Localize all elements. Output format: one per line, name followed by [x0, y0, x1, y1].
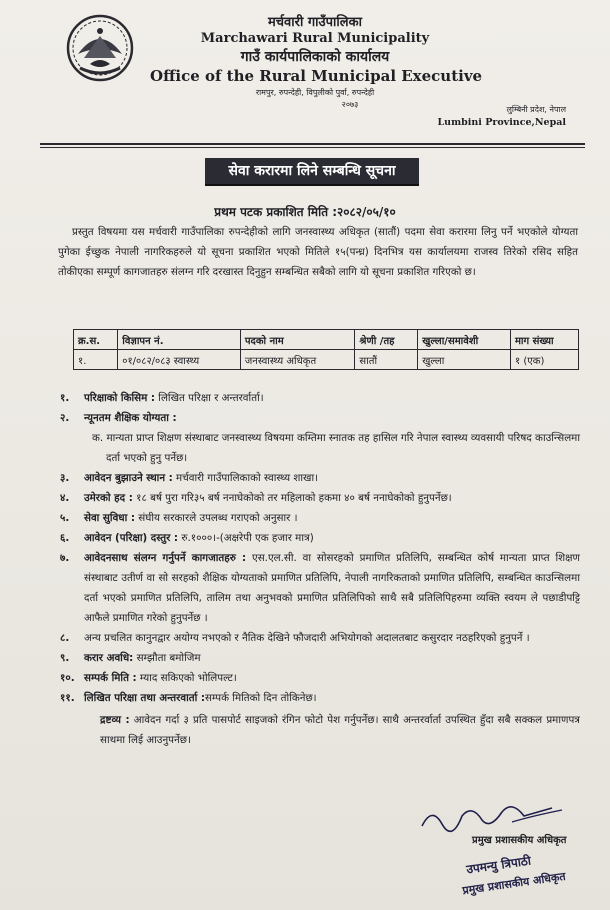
list-item — [60, 488, 580, 508]
qualification-detail: क. मान्यता प्राप्त शिक्षण संस्थाबाट जनस्वास्थ्य विषयमा कम्तिमा स्नातक तह हासिल गरि नेपाल स्वास्थ्य व्यवसायी परिषद काउन्सिलमा दर्ता भएको हुनु पर्नेछ। — [92, 432, 580, 464]
table-header-row — [74, 330, 579, 350]
cell-serial: १. — [74, 350, 118, 370]
item-label: आवेदनसाथ संलग्न गर्नुपर्ने कागजातहरु : — [84, 552, 247, 564]
item-number: ६. — [60, 532, 70, 544]
header-divider — [40, 143, 585, 145]
list-item — [60, 508, 580, 528]
established-year: २०७३ — [341, 100, 359, 109]
item-number: १. — [60, 392, 70, 404]
publication-date: प्रथम पटक प्रकाशित मिति :२०८२/०५/१० — [214, 205, 396, 219]
vacancy-table — [73, 329, 579, 370]
item-number: ११. — [60, 692, 75, 704]
item-number: ९. — [60, 652, 70, 664]
item-label: परिक्षाको किसिम : — [84, 392, 155, 404]
item-text: सम्झौता बमोजिम — [133, 652, 201, 664]
item-number: २. — [60, 412, 70, 424]
list-item — [60, 688, 580, 708]
item-number: १०. — [60, 672, 75, 684]
municipality-name-np: मर्चवारी गाउँपालिका — [268, 15, 362, 30]
letterhead — [150, 12, 483, 110]
col-level: श्रेणी /तह — [355, 330, 418, 350]
item-number: ८. — [60, 632, 70, 644]
province-block — [437, 104, 566, 128]
item-label: करार अवधि: — [84, 652, 134, 664]
table-row — [74, 350, 579, 370]
item-text: सम्पर्क मितिको दिन तोकिनेछ। — [205, 692, 317, 704]
cell-demand: १ (एक) — [510, 350, 578, 370]
note-text: आवेदन गर्दा ३ प्रति पासपोर्ट साइजको रंगिन फोटो पेश गर्नुपर्नेछ। साथै अन्तरर्वार्ता उपस्थित हुँदा सबै सक्कल प्रमाणपत्र साथमा लिई आउनुपर्नेछ। — [100, 714, 580, 746]
item-label: उमेरको हद : — [84, 492, 133, 504]
province-np: लुम्बिनी प्रदेश, नेपाल — [506, 105, 566, 114]
province-en: Lumbini Province,Nepal — [437, 117, 566, 128]
item-text: म्याद सकिएको भोलिपल्ट। — [136, 672, 237, 684]
item-label: न्यूनतम शैक्षिक योग्यता : — [84, 412, 177, 424]
list-item — [60, 648, 580, 668]
col-demand: माग संख्या — [510, 330, 578, 350]
note-paragraph — [60, 710, 580, 750]
item-text: १८ बर्ष पुरा गरि३५ बर्ष ननाघेकोको तर महिलाको हकमा ४० बर्ष ननाघेकोको हुनुपर्नेछ। — [132, 492, 452, 504]
list-item — [60, 408, 580, 468]
municipality-name-en: Marchawari Rural Municipality — [200, 31, 430, 46]
office-name-np: गाउँ कार्यपालिकाको कार्यालय — [240, 49, 390, 65]
item-number: ७. — [60, 552, 70, 564]
item-label: लिखित परिक्षा तथा अन्तरवार्ता : — [84, 692, 206, 704]
note-label: द्रष्टव्य : — [100, 714, 130, 726]
item-number: ५. — [60, 512, 70, 524]
notice-title: सेवा करारमा लिने सम्बन्धि सूचना — [205, 158, 419, 186]
cell-ad-no: ०१/०८२/०८३ स्वास्थ्य — [118, 350, 241, 370]
item-label: सेवा सुविधा : — [84, 512, 135, 524]
office-name-en: Office of the Rural Municipal Executive — [150, 67, 483, 85]
cell-level: सातौं — [355, 350, 418, 370]
signatory-title: प्रमुख प्रशासकीय अधिकृत — [472, 835, 567, 846]
col-ad-no: विज्ञापन नं. — [118, 330, 241, 350]
item-text: मर्चवारी गाउँपालिकाको स्वास्थ्य शाखा। — [172, 472, 319, 484]
item-text: रु.१०००।-(अक्षरेपी एक हजार मात्र) — [178, 532, 314, 544]
item-label: आवेदन (परिक्षा) दस्तुर : — [84, 532, 179, 544]
item-text: संघीय सरकारले उपलब्ध गराएको अनुसार । — [135, 512, 298, 524]
item-label: सम्पर्क मिति : — [84, 672, 137, 684]
list-item — [60, 548, 580, 628]
nepal-emblem-icon — [66, 14, 134, 82]
notice-items — [60, 388, 580, 750]
header-divider-thin — [40, 147, 585, 148]
stamp-name: उपमन्यु त्रिपाठी — [465, 853, 532, 877]
address-np: रामपुर, रुपन्देही, विपुलीको पुर्वा, रुपन्देही — [255, 88, 375, 97]
cell-type: खुल्ला — [418, 350, 511, 370]
list-item — [60, 668, 580, 688]
list-item — [60, 528, 580, 548]
col-post: पदको नाम — [240, 330, 355, 350]
item-label: आवेदन बुझाउने स्थान : — [84, 472, 173, 484]
list-item — [60, 388, 580, 408]
list-item — [60, 628, 580, 648]
cell-post: जनस्वास्थ्य अधिकृत — [240, 350, 355, 370]
item-number: ४. — [60, 492, 70, 504]
item-number: ३. — [60, 472, 70, 484]
list-item — [60, 468, 580, 488]
item-text: एस.एल.सी. वा सोसरहको प्रमाणित प्रतिलिपि, सम्बन्धित कोर्ष मान्यता प्राप्त शिक्षण संस्थाबाट उतीर्ण वा सो सरहको शैक्षिक योग्यताको प्रमाणित प्रतिलिपि, नेपाली नागरिकताको प्रमाणित प्रतिलिपि, सम्बन्धित काउन्सिलमा दर्ता भएको प्रमाणित प्रतिलिपि, तालिम तथा अनुभवको प्रमाणित प्रतिलिपिको साथै सबै प्रतिलिपिहरुमा व्यक्ति स्वयम ले पछाडीपट्टि आफैले प्रमाणित गरेको हुनुपर्नेछ । — [84, 552, 580, 624]
stamp-title: प्रमुख प्रशासकीय अधिकृत — [461, 869, 567, 898]
item-text: अन्य प्रचलित कानुनद्वार अयोग्य नभएको र नैतिक देखिने फौजदारी अभियोगको अदालतबाट कसुरदार नठहरिएको हुनुपर्ने । — [84, 632, 530, 644]
intro-paragraph: प्रस्तुत विषयमा यस मर्चवारी गाउँपालिका रुपन्देहीको लागि जनस्वास्थ्य अधिकृत (सातौं) पदमा सेवा करारमा लिनु पर्ने भएकोले योग्यता पुगेका ईच्छुक नेपाली नागरिकहरुले यो सूचना प्रकाशित भएको मितिले १५(पन्ध्र) दिनभित्र यस कार्यालयमा राजस्व तिरेको रसिद सहित तोकीएका सम्पूर्ण कागजातहरु संलग्न गरि दरखास्त दिनुहुन सम्बन्धित सबैको लागि यो सूचना प्रकाशित गरिएको छ। — [58, 226, 578, 278]
col-serial: क्र.स. — [74, 330, 118, 350]
col-type: खुल्ला/समावेशी — [418, 330, 511, 350]
item-text: लिखित परिक्षा र अन्तरर्वार्ता। — [155, 392, 264, 404]
